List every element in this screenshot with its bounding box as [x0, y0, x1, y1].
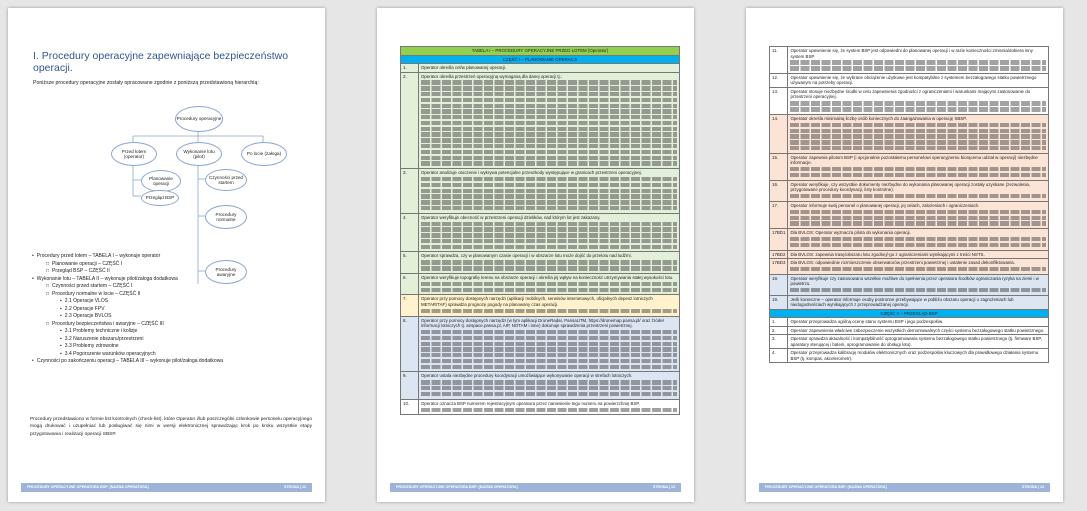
table-part-title: CZĘŚĆ II – PRZEGLĄD BSP: [770, 309, 1049, 318]
node-pre-start: Czynności przed startem: [205, 169, 247, 191]
section-heading: I. Procedury operacyjne zapewniające bezpieczeństwo operacji.: [33, 50, 289, 74]
closing-paragraph: Procedury przedstawiono w formie list kontrolnych (check-list), które Operator i/lub poszczególni członkowie personelu operacyjnego mogą drukować i uzupełniać lub posługiwać się nimi w wersji elektronicznej sprawdzając krok po kroku wszystkie etapy przygotowania i realizacji operacji SBSP.: [30, 417, 312, 437]
outline-item: ▪ 2.3 Operacje BVLOS: [60, 313, 112, 319]
table-row: 18. Operator weryfikuje czy zastosowano wszelkie możliwe do spełnienia przez operatora środków ograniczania ryzyka na ziemi i w powietrzu.: [770, 274, 1049, 295]
table-row: 1. Operator przeprowadza ogólną ocenę stanu systemu BSP i jego podzespołów.: [770, 318, 1049, 327]
table-row: 1. Operator określa cel/w planowanej operacji.: [401, 64, 680, 73]
table-row: 17BD1 Dla BVLOS: Operator wyznacza pilota do wykonania operacji.: [770, 229, 1049, 250]
table-row: 15. Operator zapewnia pilotom BSP (i opcjonalnie pozostałemu personelowi operacyjnemu biorącemu udział w operacji) niezbędne informacje.: [770, 153, 1049, 180]
page-number: STRONA | 12: [283, 485, 306, 489]
table-row: 12. Operator upewnienie się, że wybrane obciążenie użytkowe jest kompatybilne z systemem bezzałogowego statku powietrznego używanym na potrzeby operacji.: [770, 73, 1049, 87]
page-footer: [390, 483, 681, 492]
node-normal: Procedury normalne: [205, 205, 247, 229]
footer-title: PROCEDURY OPERACYJNE OPERATORA BSP: [NAZWA OPERATORA]: [27, 485, 149, 489]
outline-item: □ Planowanie operacji – CZĘŚĆ I: [46, 260, 123, 267]
table-row: 9. Operator ustala niezbędne procedury koordynacji umożliwiające wykonywanie operacji w strefach lotniczych.: [401, 372, 680, 399]
table-row: 11. Operator upewnienie się, że system BSP jest odpowiedni do planowanej operacji i w razie konieczności zmienia/dobiera inny system BSP.: [770, 47, 1049, 74]
outline-item: • Wykonanie lotu – TABELA II – wykonuje pilot/załoga dodatkowa: [32, 275, 178, 282]
table-row: 16. Operator weryfikuje, czy wszystkie dokumenty niezbędne do wykonania planowanej operacji zostały uzyskane (zezwolenia, przygotowane procedury koordynacji, listy kontrolne).: [770, 180, 1049, 201]
table-row: 5. Operator sprawdza, czy w planowanym czasie operacji i w obszarze lotu może dojść do przelotu nad ludźmi.: [401, 252, 680, 273]
outline-item: ▪ 3.2 Naruszenie obszaru/przestrzeni: [60, 335, 144, 342]
page-footer: [759, 483, 1050, 492]
document-page-12: [8, 8, 325, 502]
page-number: STRONA | 14: [1021, 485, 1044, 489]
outline-item: ▪ 2.2 Operacje FPV: [60, 305, 105, 312]
outline-item: □ Procedury normalne w locie – CZĘŚĆ II: [46, 290, 141, 297]
procedure-outline: [32, 253, 317, 366]
node-procedures: Procedury operacyjne: [175, 106, 223, 132]
node-before-flight: Przed lotem (operator): [111, 142, 157, 166]
outline-item: □ Czynności przed startem – CZĘŚĆ I: [46, 283, 133, 289]
table-part-title: CZĘŚĆ I – PLANOWANIE OPERACJI: [401, 55, 680, 64]
node-after-flight: Po locie (załoga): [241, 142, 287, 166]
intro-paragraph: Poniższe procedury operacyjne zostały opracowane zgodnie z poniższą przedstawioną hierarchią:: [33, 80, 259, 86]
outline-item: • Procedury przed lotem – TABELA I – wykonuje operator: [32, 253, 161, 259]
table-row: 17. Operator informuje swój personel o planowanej operacji, jej celach, założeniach i ograniczeniach.: [770, 201, 1049, 228]
page-number: STRONA | 13: [652, 485, 675, 489]
table-row: 13. Operator stosuje niezbędne środki w celu zapewnienia zgodności z ograniczeniami i warunkami mającymi zastosowanie do przestrzeni operacyjnej.: [770, 87, 1049, 114]
node-bsp-check: Przegląd BSP: [141, 190, 179, 206]
table-row: 19. Jeśli konieczne – operator informuje osoby postronne przebywające w pobliżu obszaru operacji o zagrożeniach lub niedogodnościach wynikających z przeprowadzanej operacji.: [770, 295, 1049, 309]
procedures-table-1-continued: [769, 46, 1049, 363]
outline-item: □ Procedury bezpieczeństwa i awaryjne – CZĘŚĆ III: [46, 320, 164, 327]
node-emergency: Procedury awaryjne: [205, 260, 247, 284]
table-row: 3. Operator analizuje otoczenie i wykrywa potencjalne przeszkody występujące w granicach przestrzeni operacyjnej.: [401, 169, 680, 214]
table-row: 2. Operator zapewnienia właściwe zabezpieczenie wszystkich demontowalnych części systemu bezzałogowego statku powietrznego.: [770, 326, 1049, 335]
table-row: 17BD2 Dla BVLOS: zapewnia trasę/obszaru lotu zgodnej/-go z ograniczeniami wynikającymi z treści NSTS.: [770, 250, 1049, 259]
footer-title: PROCEDURY OPERACYJNE OPERATORA BSP: [NAZWA OPERATORA]: [765, 485, 887, 489]
document-page-13: [377, 8, 694, 502]
outline-item: ▪ 3.1 Problemy techniczne i kolizje: [60, 328, 138, 334]
page-footer: [21, 483, 312, 492]
outline-item: □ Przegląd BSP – CZĘŚĆ II: [46, 268, 110, 274]
outline-item: ▪ 2.1 Operacje VLOS: [60, 298, 109, 304]
outline-item: ▪ 3.3 Problemy zdrowotne: [60, 343, 119, 349]
table-row: 4. Operator przeprowadza kalibrację modułów elektronicznych oraz podzespołów kluczowych dla prawidłowego działania systemu BSP (tj. kompas, akcelerometr).: [770, 349, 1049, 363]
table-row: 17BD3 Dla BVLOS: odpowiednie rozmieszczenie obserwatorów przestrzeni powietrznej i ustalenie zasad dekonfliktowania.: [770, 259, 1049, 275]
table-row: 8. Operator przy pomocy dostępnych narzędzi (w tym aplikacji DroneRadar, PansaUTM, https://dronemap.pansa.pl/ oraz źródeł informacji lotniczych tj. airspace.pansa.pl, AIP, NOTAM i inne) dokonuje sprawdzenia przestrzeni powietrznej.: [401, 316, 680, 372]
node-flight: Wykonanie lotu (pilot): [176, 142, 222, 166]
table-title: TABELA I – PROCEDURY OPERACYJNE PRZED LOTEM (Operator): [401, 47, 680, 56]
procedures-table-1: [400, 46, 680, 415]
table-row: 2. Operator określa przestrzeń operacyjną wymaganą dla danej operacji tj.:: [401, 72, 680, 169]
table-row: 10. Operator oznacza BSP numerem rejestracyjnym operatora przez naniesienie tego numeru na powierzchnię BSP.: [401, 399, 680, 415]
table-row: 3. Operator sprawdza aktualność i kompatybilność oprogramowania systemu bezzałogowego statku powietrznego (tj. firmware BSP, aparatury sterującej i baterii, oprogramowanie do obsługi lotu).: [770, 335, 1049, 349]
table-row: 6. Operator weryfikuje topografię terenu na obszarze operacji i określa jej wpływ na konieczność utrzymywania stałej wysokości lotu.: [401, 273, 680, 294]
outline-item: • Czynności po zakończeniu operacji – TABELA III – wykonuje pilot/załoga dodatkowa: [32, 358, 224, 364]
document-page-14: [746, 8, 1063, 502]
node-planning: Planowanie operacji: [141, 170, 181, 192]
table-row: 4. Operator weryfikuje obecność w przestrzeni operacji dzielików, nad którym lot jest zakazany.: [401, 213, 680, 252]
table-row: 14. Operator określa minimalną liczbę osób koniecznych do zaangażowania w operację SBSP.: [770, 114, 1049, 153]
footer-title: PROCEDURY OPERACYJNE OPERATORA BSP: [NAZWA OPERATORA]: [396, 485, 518, 489]
outline-item: ▪ 3.4 Pogorszenie warunków operacyjnych: [60, 350, 156, 357]
table-row: 7. Operator przy pomocy dostępnych narzędzi (aplikacji mobilnych, serwisów internetowych, oficjalnych depesz lotniczych METAR/TAF) sprawdza prognozę pogody na planowany czas operacji.: [401, 295, 680, 316]
